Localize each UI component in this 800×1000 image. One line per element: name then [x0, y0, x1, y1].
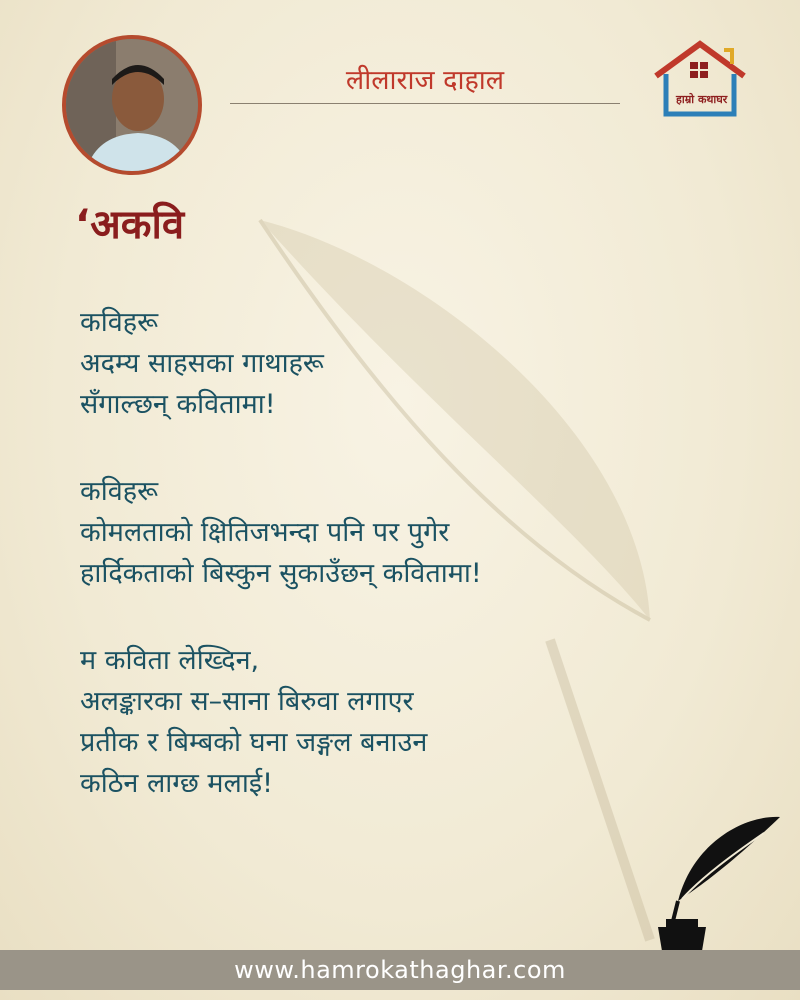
quill-inkpot-icon	[652, 815, 792, 955]
logo-text: हाम्रो कथाघर	[676, 93, 728, 106]
website-link[interactable]: www.hamrokathaghar.com	[234, 956, 566, 984]
poem-body	[80, 302, 720, 850]
author-avatar	[62, 35, 202, 175]
stanza	[80, 302, 720, 425]
house-logo-icon	[650, 40, 750, 120]
poem-line: अदम्य साहसका गाथाहरू	[80, 348, 324, 379]
poem-line: कोमलताको क्षितिजभन्दा पनि पर पुगेर	[80, 517, 450, 548]
poem-line: सँगाल्छन् कवितामा!	[80, 389, 276, 420]
author-name: लीलाराज दाहाल	[345, 65, 505, 96]
poem-line: कविहरू	[80, 476, 159, 507]
poem-line: प्रतीक र बिम्बको घना जङ्गल बनाउन	[80, 727, 428, 758]
stanza	[80, 471, 720, 594]
poem-title: ‘अकवि	[75, 202, 185, 248]
footer-bar	[0, 950, 800, 990]
poem-line: कठिन लाग्छ मलाई!	[80, 768, 273, 799]
poem-line: अलङ्कारका स–साना बिरुवा लगाएर	[80, 686, 414, 717]
author-divider	[230, 103, 620, 104]
stanza	[80, 640, 720, 804]
poem-line: हार्दिकताको बिस्कुन सुकाउँछन् कवितामा!	[80, 558, 482, 589]
poem-line: म कविता लेख्दिन,	[80, 645, 260, 676]
poem-line: कविहरू	[80, 307, 159, 338]
